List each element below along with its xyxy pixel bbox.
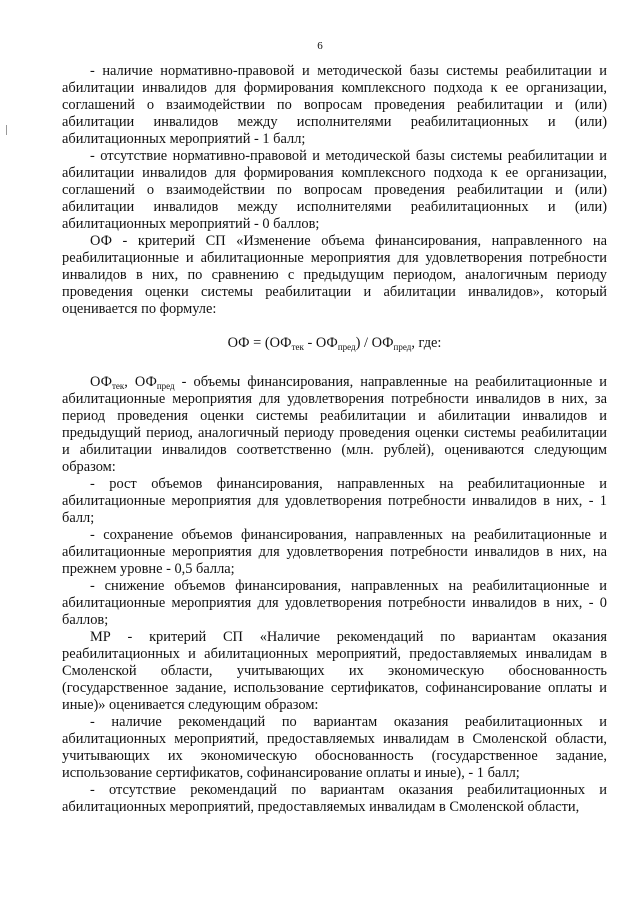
definition-paragraph bbox=[62, 374, 607, 476]
page-number: 6 bbox=[317, 40, 323, 52]
paragraph: - рост объемов финансирования, направленных на реабилитационные и абилитационные мероприятия для удовлетворения потребности инвалидов в них, - 1 балл; bbox=[62, 476, 607, 526]
paragraph: ОФ - критерий СП «Изменение объема финансирования, направленного на реабилитационные и абилитационные мероприятия для удовлетворения потребности инвалидов в них, по сравнению с предыдущим периодом, аналогичным периоду проведения оценки системы реабилитации и абилитации инвалидов», который оценивается по формуле: bbox=[62, 233, 607, 317]
definition-text: - объемы финансирования, направленные на реабилитационные и абилитационные мероприятия для удовлетворения потребности инвалидов в них, за период проведения оценки системы реабилитации и абилитации инвалидов и предыдущий период, аналогичный периоду проведения оценки системы реабилитации и абилитации инвалидов соответственно (млн. рублей), оцениваются следующим образом: bbox=[62, 374, 607, 475]
term: , ОФ bbox=[124, 374, 157, 390]
paragraph: - отсутствие рекомендаций по вариантам оказания реабилитационных и абилитационных мероприятий, предоставляемых инвалидам в Смоленской области, bbox=[62, 782, 607, 815]
paragraph: - наличие нормативно-правовой и методической базы системы реабилитации и абилитации инвалидов для формирования комплексного подхода к ее организации, соглашений о взаимодействии по вопросам проведения реабилитации и (или) абилитации инвалидов между исполнителями реабилитационных и (или) абилитационных мероприятий - 1 балл; bbox=[62, 63, 607, 147]
document-body bbox=[62, 63, 607, 816]
term: ОФ bbox=[90, 374, 112, 390]
formula-subscript: пред bbox=[337, 342, 356, 352]
formula-subscript: пред bbox=[393, 342, 412, 352]
term-subscript: тек bbox=[111, 381, 125, 391]
formula-subscript: тек bbox=[291, 342, 304, 352]
term-subscript: пред bbox=[156, 381, 175, 391]
paragraph: - наличие рекомендаций по вариантам оказания реабилитационных и абилитационных мероприятий, предоставляемых инвалидам в Смоленской области, учитывающих их экономическую обоснованность (государственное задание, использование сертификатов, софинансирование оплаты и иные), - 1 балл; bbox=[62, 714, 607, 781]
formula-part: ОФ = (ОФ bbox=[227, 335, 292, 351]
paragraph: МР - критерий СП «Наличие рекомендаций по вариантам оказания реабилитационных и абилитационных мероприятий, предоставляемых инвалидам в Смоленской области, учитывающих их экономическую обоснованность (государственное задание, использование сертификатов, софинансирование оплаты и иные)» оценивается следующим образом: bbox=[62, 629, 607, 713]
paragraph: - сохранение объемов финансирования, направленных на реабилитационные и абилитационные мероприятия для удовлетворения потребности инвалидов в них, на прежнем уровне - 0,5 балла; bbox=[62, 527, 607, 577]
formula-part: - ОФ bbox=[303, 335, 338, 351]
paragraph: - снижение объемов финансирования, направленных на реабилитационные и абилитационные мероприятия для удовлетворения потребности инвалидов в них, - 0 баллов; bbox=[62, 578, 607, 628]
margin-mark bbox=[6, 125, 7, 135]
formula-part: ) / ОФ bbox=[355, 335, 394, 351]
formula-part: , где: bbox=[411, 335, 442, 351]
formula bbox=[62, 335, 607, 352]
paragraph: - отсутствие нормативно-правовой и методической базы системы реабилитации и абилитации инвалидов для формирования комплексного подхода к ее организации, соглашений о взаимодействии по вопросам проведения реабилитации и (или) абилитации инвалидов между исполнителями реабилитационных и (или) абилитационных мероприятий - 0 баллов; bbox=[62, 148, 607, 232]
